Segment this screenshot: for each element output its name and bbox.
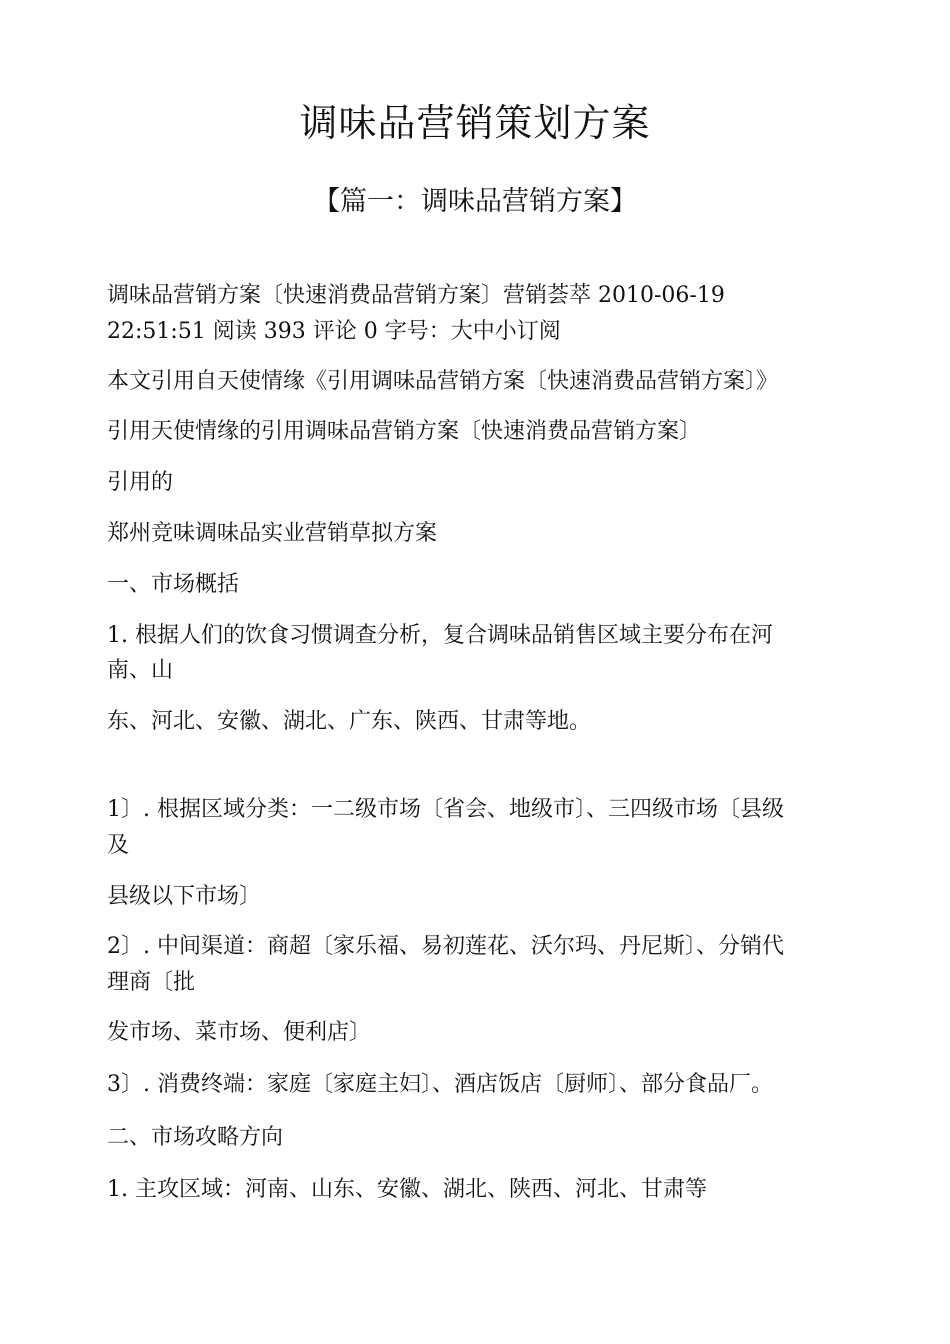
paragraph-line: 本文引用自天使情缘《引用调味品营销方案〔快速消费品营销方案〕》 [107,369,779,394]
paragraph-line: 理商〔批 [107,970,196,995]
paragraph-line: 引用的 [107,470,174,495]
paragraph-line: 南、山 [107,658,174,683]
document-subtitle: 【篇一：调味品营销方案】 [313,186,637,217]
paragraph-line: 引用天使情缘的引用调味品营销方案〔快速消费品营销方案〕 [107,419,702,444]
paragraph-line: 1. 主攻区域：河南、山东、安徽、湖北、陕西、河北、甘肃等 [107,1177,707,1202]
paragraph-line: 3〕. 消费终端：家庭〔家庭主妇〕、酒店饭店〔厨师〕、部分食品厂。 [107,1072,773,1097]
paragraph-line: 1. 根据人们的饮食习惯调查分析，复合调味品销售区域主要分布在河 [107,623,773,648]
paragraph-line: 发市场、菜市场、便利店〕 [107,1020,372,1045]
document-title: 调味品营销策划方案 [299,101,651,145]
paragraph-line: 22:51:51 阅读 393 评论 0 字号：大中小订阅 [107,319,561,344]
paragraph-line: 县级以下市场〕 [107,884,262,909]
paragraph-line: 及 [107,833,130,858]
paragraph-line: 东、河北、安徽、湖北、广东、陕西、甘肃等地。 [107,709,592,734]
paragraph-line: 2〕. 中间渠道：商超〔家乐福、易初莲花、沃尔玛、丹尼斯〕、分销代 [107,934,784,959]
section-heading: 二、市场攻略方向 [107,1125,284,1150]
paragraph-line: 调味品营销方案〔快速消费品营销方案〕营销荟萃 2010-06-19 [107,283,725,308]
paragraph-line: 郑州竞味调味品实业营销草拟方案 [107,521,438,546]
paragraph-line: 1〕. 根据区域分类：一二级市场〔省会、地级市〕、三四级市场〔县级 [107,797,784,822]
section-heading: 一、市场概括 [107,572,240,597]
